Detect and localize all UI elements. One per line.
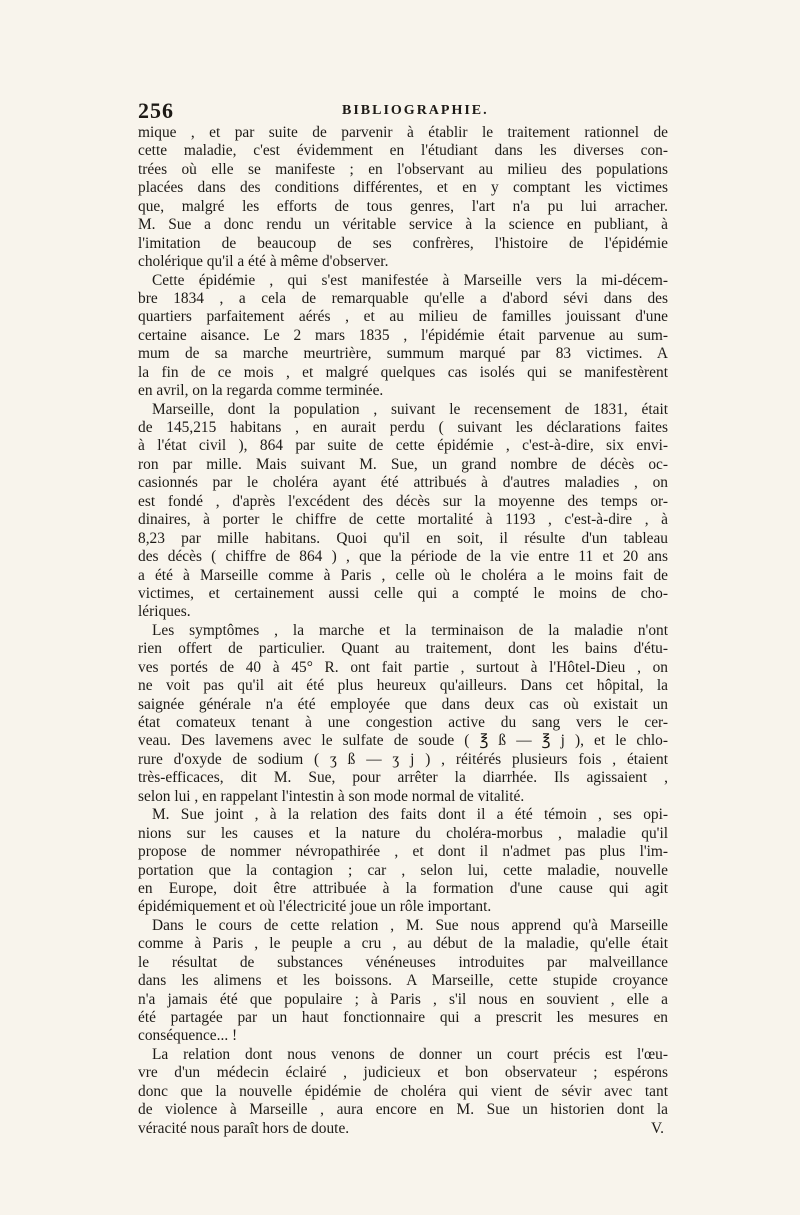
- text-line: casionnés par le choléra ayant été attribués à d'autres maladies , on: [138, 474, 668, 492]
- text-line: M. Sue joint , à la relation des faits dont il a été témoin , ses opi-: [152, 806, 668, 824]
- text-line: propose de nommer névropathirée , et dont il n'admet pas plus l'im-: [138, 843, 668, 861]
- text-line: véracité nous paraît hors de doute. V.: [138, 1120, 668, 1138]
- text-line: ron par mille. Mais suivant M. Sue, un grand nombre de décès oc-: [138, 455, 668, 473]
- text-line: le résultat de substances vénéneuses introduites par malveillance: [138, 953, 668, 971]
- text-line: en avril, on la regarda comme terminée.: [138, 382, 384, 400]
- text-line: dans les alimens et les boissons. A Marseille, cette stupide croyance: [138, 972, 668, 990]
- text-line: Cette épidémie , qui s'est manifestée à Marseille vers la mi-décem-: [152, 271, 668, 289]
- text-line: de 145,215 habitans , en aurait perdu ( suivant les déclarations faites: [138, 419, 668, 436]
- text-line: l'imitation de beaucoup de ses confrères, l'histoire de l'épidémie: [138, 234, 668, 252]
- text-line: trées où elle se manifeste ; en l'observant au milieu des populations: [138, 160, 668, 178]
- text-line: quartiers parfaitement aérés , et au milieu de familles jouissant d'une: [138, 308, 668, 326]
- text-line: la fin de ce mois , et malgré quelques cas isolés qui se manifestèrent: [138, 363, 668, 381]
- text-line: ne voit pas qu'il ait été plus heureux qu'ailleurs. Dans cet hôpital, la: [138, 677, 668, 695]
- text-line: très-efficaces, dit M. Sue, pour arrêter la diarrhée. Ils agissaient ,: [138, 769, 668, 787]
- text-line: des décès ( chiffre de 864 ) , que la période de la vie entre 11 et 20 ans: [138, 548, 668, 566]
- text-line: comme à Paris , le peuple a cru , au début de la maladie, qu'elle était: [138, 935, 668, 953]
- text-line: 8,23 par mille habitans. Quoi qu'il en soit, il résulte d'un tableau: [138, 529, 668, 547]
- text-line: La relation dont nous venons de donner un court précis est l'œu-: [152, 1045, 668, 1063]
- text-line: cholérique qu'il a été à même d'observer.: [138, 253, 389, 271]
- text-line: victimes, et certainement aussi celle qui a compté le moins de cho-: [138, 584, 668, 602]
- text-line: à l'état civil ), 864 par suite de cette épidémie , c'est-à-dire, six envi-: [138, 437, 668, 455]
- text-line: état comateux tenant à une congestion active du sang vers le cer-: [138, 714, 668, 731]
- text-line: rien offert de particulier. Quant au traitement, dont les bains d'étu-: [138, 640, 668, 658]
- body-text: [138, 124, 668, 1138]
- text-line: dinaires, à porter le chiffre de cette mortalité à 1193 , c'est-à-dire , à: [138, 511, 668, 529]
- text-line: mique , et par suite de parvenir à établir le traitement rationnel de: [138, 124, 668, 141]
- text-line: est fondé , d'après l'excédent des décès sur la moyenne des temps or-: [138, 492, 668, 510]
- text-line: Marseille, dont la population , suivant le recensement de 1831, était: [152, 400, 668, 418]
- text-line: certaine aisance. Le 2 mars 1835 , l'épidémie était parvenue au sum-: [138, 326, 668, 344]
- text-line: n'a jamais été que populaire ; à Paris , s'il nous en souvient , elle a: [138, 990, 668, 1008]
- text-line: épidémiquement et où l'électricité joue un rôle important.: [138, 898, 492, 916]
- text-line: en Europe, doit être attribuée à la formation d'une cause qui agit: [138, 879, 668, 897]
- text-line: mum de sa marche meurtrière, summum marqué par 83 victimes. A: [138, 345, 668, 363]
- text-line: conséquence... !: [138, 1027, 238, 1045]
- text-line: veau. Des lavemens avec le sulfate de soude ( ℥ ß — ℥ j ), et le chlo-: [138, 732, 668, 750]
- text-line: Les symptômes , la marche et la terminaison de la maladie n'ont: [152, 621, 668, 639]
- text-line: vre d'un médecin éclairé , judicieux et bon observateur ; espérons: [138, 1064, 668, 1082]
- text-line: a été à Marseille comme à Paris , celle où le choléra a le moins fait de: [138, 566, 668, 584]
- page-header: [138, 98, 668, 122]
- text-line: placées dans des conditions différentes, et en y comptant les victimes: [138, 179, 668, 197]
- text-line: de violence à Marseille , aura encore en M. Sue un historien dont la: [138, 1101, 668, 1119]
- signature: V.: [651, 1119, 664, 1137]
- text-line: été partagée par un haut fonctionnaire qui a prescrit les mesures en: [138, 1009, 668, 1026]
- text-line: cette maladie, c'est évidemment en l'étudiant dans les diverses con-: [138, 142, 668, 160]
- page-number: 256: [138, 98, 174, 123]
- text-line: bre 1834 , a cela de remarquable qu'elle a d'abord sévi dans des: [138, 289, 668, 307]
- text-line: que, malgré les efforts de tous genres, l'art n'a pu lui arracher.: [138, 197, 668, 215]
- text-line: saignée générale n'a été employée que dans deux cas où existait un: [138, 695, 668, 713]
- text-line: ves portés de 40 à 45° R. ont fait partie , surtout à l'Hôtel-Dieu , on: [138, 658, 668, 676]
- running-title: BIBLIOGRAPHIE.: [342, 103, 489, 118]
- text-line: nions sur les causes et la nature du choléra-morbus , maladie qu'il: [138, 824, 668, 842]
- text-line: M. Sue a donc rendu un véritable service à la science en publiant, à: [138, 216, 668, 234]
- text-line: Dans le cours de cette relation , M. Sue nous apprend qu'à Marseille: [152, 916, 668, 934]
- text-line: selon lui , en rappelant l'intestin à son mode normal de vitalité.: [138, 787, 525, 805]
- text-line: portation que la contagion ; car , selon lui, cette maladie, nouvelle: [138, 861, 668, 879]
- text-line: donc que la nouvelle épidémie de choléra qui vient de sévir avec tant: [138, 1082, 668, 1100]
- text-line: rure d'oxyde de sodium ( ʒ ß — ʒ j ) , réitérés plusieurs fois , étaient: [138, 750, 668, 768]
- text-line: lériques.: [138, 603, 191, 621]
